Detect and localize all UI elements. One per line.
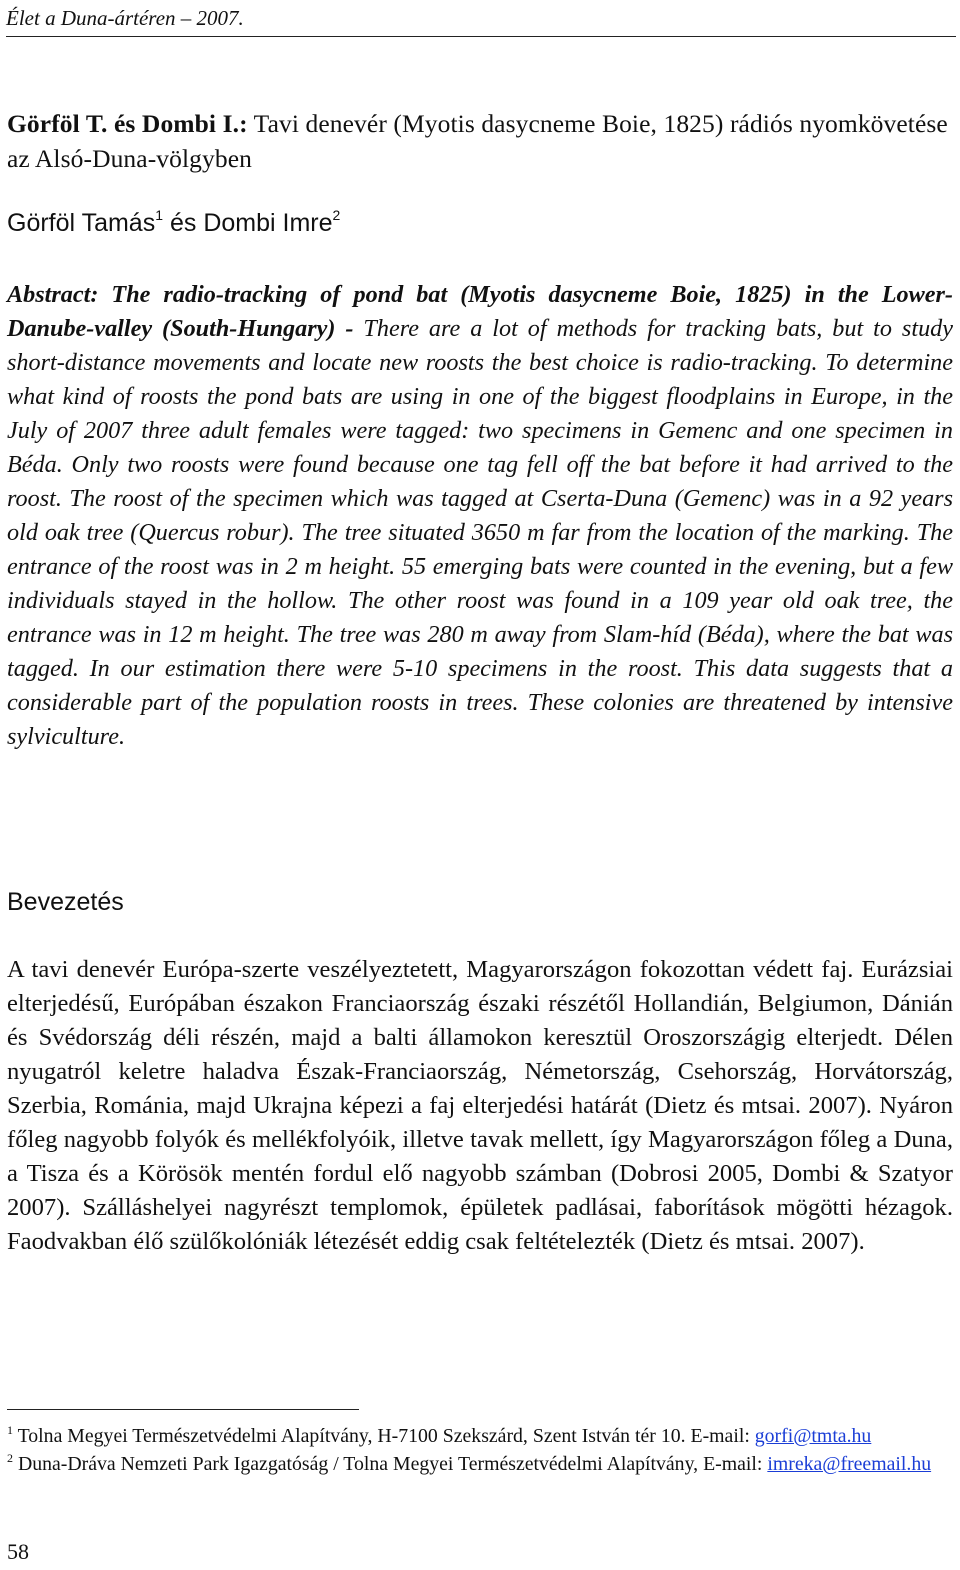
abstract-lead: Abstract: The radio-tracking of pond bat (Myotis dasycneme Boie, 1825) in the Lower-Danube-valley (South-Hungary) -	[7, 281, 953, 342]
footnote-1-mark: 1	[7, 1423, 13, 1437]
footnote-1	[7, 1422, 953, 1450]
abstract-body: There are a lot of methods for tracking bats, but to study short-distance movements and locate new roosts the best choice is radio-tracking. To determine what kind of roosts the pond bats are using in one of the biggest floodplains in Europe, in the July of 2007 three adult females were tagged: two specimens in Gemenc and one specimen in Béda. Only two roosts were found because one tag fell off the bat before it had arrived to the roost. The roost of the specimen which was tagged at Cserta-Duna (Gemenc) was in a 92 years old oak tree (Quercus robur). The tree situated 3650 m far from the location of the marking. The entrance of the roost was in 2 m height. 55 emerging bats were counted in the evening, but a few individuals stayed in the hollow. The other roost was found in a 109 year old oak tree, the entrance was in 12 m height. The tree was 280 m away from Slam-híd (Béda), where the bat was tagged. In our estimation there were 5-10 specimens in the roost. This data suggests that a considerable part of the population roosts in trees. These colonies are threatened by intensive sylviculture.	[7, 315, 953, 750]
footnote-2-email-link[interactable]: imreka@freemail.hu	[767, 1453, 932, 1475]
footnote-2-text: Duna-Dráva Nemzeti Park Igazgatóság / Tolna Megyei Természetvédelmi Alapítvány, E-mail:	[13, 1453, 768, 1475]
abstract	[7, 278, 953, 754]
section-heading: Bevezetés	[7, 888, 124, 916]
intro-paragraph: A tavi denevér Európa-szerte veszélyeztetett, Magyarországon fokozottan védett faj. Eurázsiai elterjedésű, Európában északon Franciaország északi részétől Hollandián, Belgiumon, Dánián és Svédország déli részén, majd a balti államokon keresztül Oroszországig elterjedt. Délen nyugatról keletre haladva Észak-Franciaország, Németország, Csehország, Horvátország, Szerbia, Románia, majd Ukrajna képezi a faj elterjedési határát (Dietz és mtsai. 2007). Nyáron főleg nagyobb folyók és mellékfolyóik, illetve tavak mellett, így Magyarországon főleg a Duna, a Tisza és a Körösök mentén fordul elő nagyobb számban (Dobrosi 2005, Dombi & Szatyor 2007). Szálláshelyei nagyrészt templomok, épületek padlásai, faborítások mögötti hézagok. Faodvakban élő szülőkolóniák létezését eddig csak feltételezték (Dietz és mtsai. 2007).	[7, 956, 953, 1255]
author-2-footnote-mark: 2	[332, 207, 341, 223]
footnote-divider	[7, 1409, 359, 1410]
running-title: Élet a Duna-ártéren – 2007.	[6, 6, 244, 30]
footnote-1-email-link[interactable]: gorfi@tmta.hu	[754, 1425, 872, 1447]
author-1-name: Görföl Tamás	[7, 209, 156, 237]
footnotes	[7, 1422, 953, 1478]
page-number: 58	[7, 1539, 29, 1564]
title-text: Tavi denevér (Myotis dasycneme Boie, 1825) rádiós nyomkövetése az Alsó-Duna-völgyben	[7, 109, 948, 173]
article-title	[7, 106, 955, 176]
footnote-1-text: Tolna Megyei Természetvédelmi Alapítvány, H-7100 Szekszárd, Szent István tér 10. E-mail:	[13, 1425, 755, 1447]
footnote-2-mark: 2	[7, 1451, 13, 1465]
footnote-2	[7, 1450, 953, 1478]
author-line	[7, 206, 955, 240]
author-connector: és	[163, 209, 204, 237]
title-authors-short: Görföl T. és Dombi I.:	[7, 109, 248, 138]
author-1-footnote-mark: 1	[155, 207, 164, 223]
running-header	[6, 4, 956, 37]
author-2-name: Dombi Imre	[203, 209, 333, 237]
